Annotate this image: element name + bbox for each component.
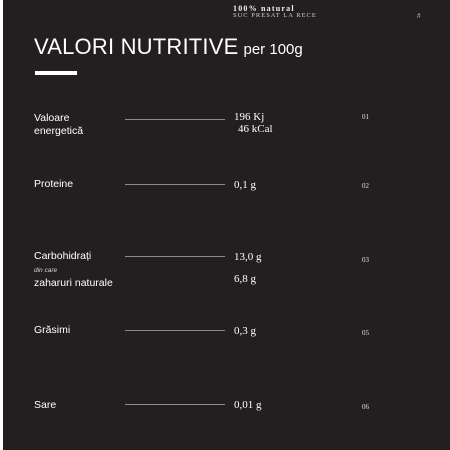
- row-energy-label-line2: energetică: [34, 125, 84, 137]
- row-carbs-label: Carbohidrați: [34, 250, 92, 262]
- row-carbs-rule: [125, 256, 225, 257]
- title-text: VALORI NUTRITIVE: [34, 34, 239, 59]
- row-energy-label-line1: Valoare: [34, 112, 70, 124]
- row-carbs-number: 03: [362, 256, 369, 264]
- row-salt-label: Sare: [34, 399, 57, 411]
- row-salt-number: 06: [362, 403, 369, 411]
- row-energy-number: 01: [362, 113, 369, 121]
- row-carbs-value: 13,0 g: [234, 251, 262, 263]
- row-energy-value-kcal: 46 kCal: [238, 123, 273, 135]
- row-fat-value: 0,3 g: [234, 325, 256, 337]
- row-protein-number: 02: [362, 182, 369, 190]
- hash-mark: #: [417, 12, 421, 20]
- row-energy-rule: [125, 119, 225, 120]
- row-energy-value-kj: 196 Kj: [234, 111, 265, 123]
- nutrition-panel: [3, 0, 450, 450]
- row-salt-value: 0,01 g: [234, 399, 262, 411]
- row-carbs-sublabel: din care: [34, 267, 58, 274]
- title-underline: [35, 71, 77, 75]
- brand-block: [233, 5, 317, 20]
- row-salt-rule: [125, 404, 225, 405]
- row-sugars-value: 6,8 g: [234, 273, 256, 285]
- brand-tagline: 100% natural: [233, 4, 295, 13]
- row-protein-label: Proteine: [34, 178, 74, 190]
- row-protein-rule: [125, 184, 225, 185]
- row-sugars-label: zaharuri naturale: [34, 277, 113, 289]
- page-title: [34, 34, 303, 60]
- row-fat-label: Grăsimi: [34, 324, 71, 336]
- row-fat-rule: [125, 330, 225, 331]
- row-energy-label: [34, 112, 83, 138]
- row-fat-number: 05: [362, 329, 369, 337]
- row-protein-value: 0,1 g: [234, 179, 256, 191]
- brand-subtitle: SUC PRESAT LA RECE: [233, 12, 317, 20]
- title-unit: per 100g: [243, 41, 303, 58]
